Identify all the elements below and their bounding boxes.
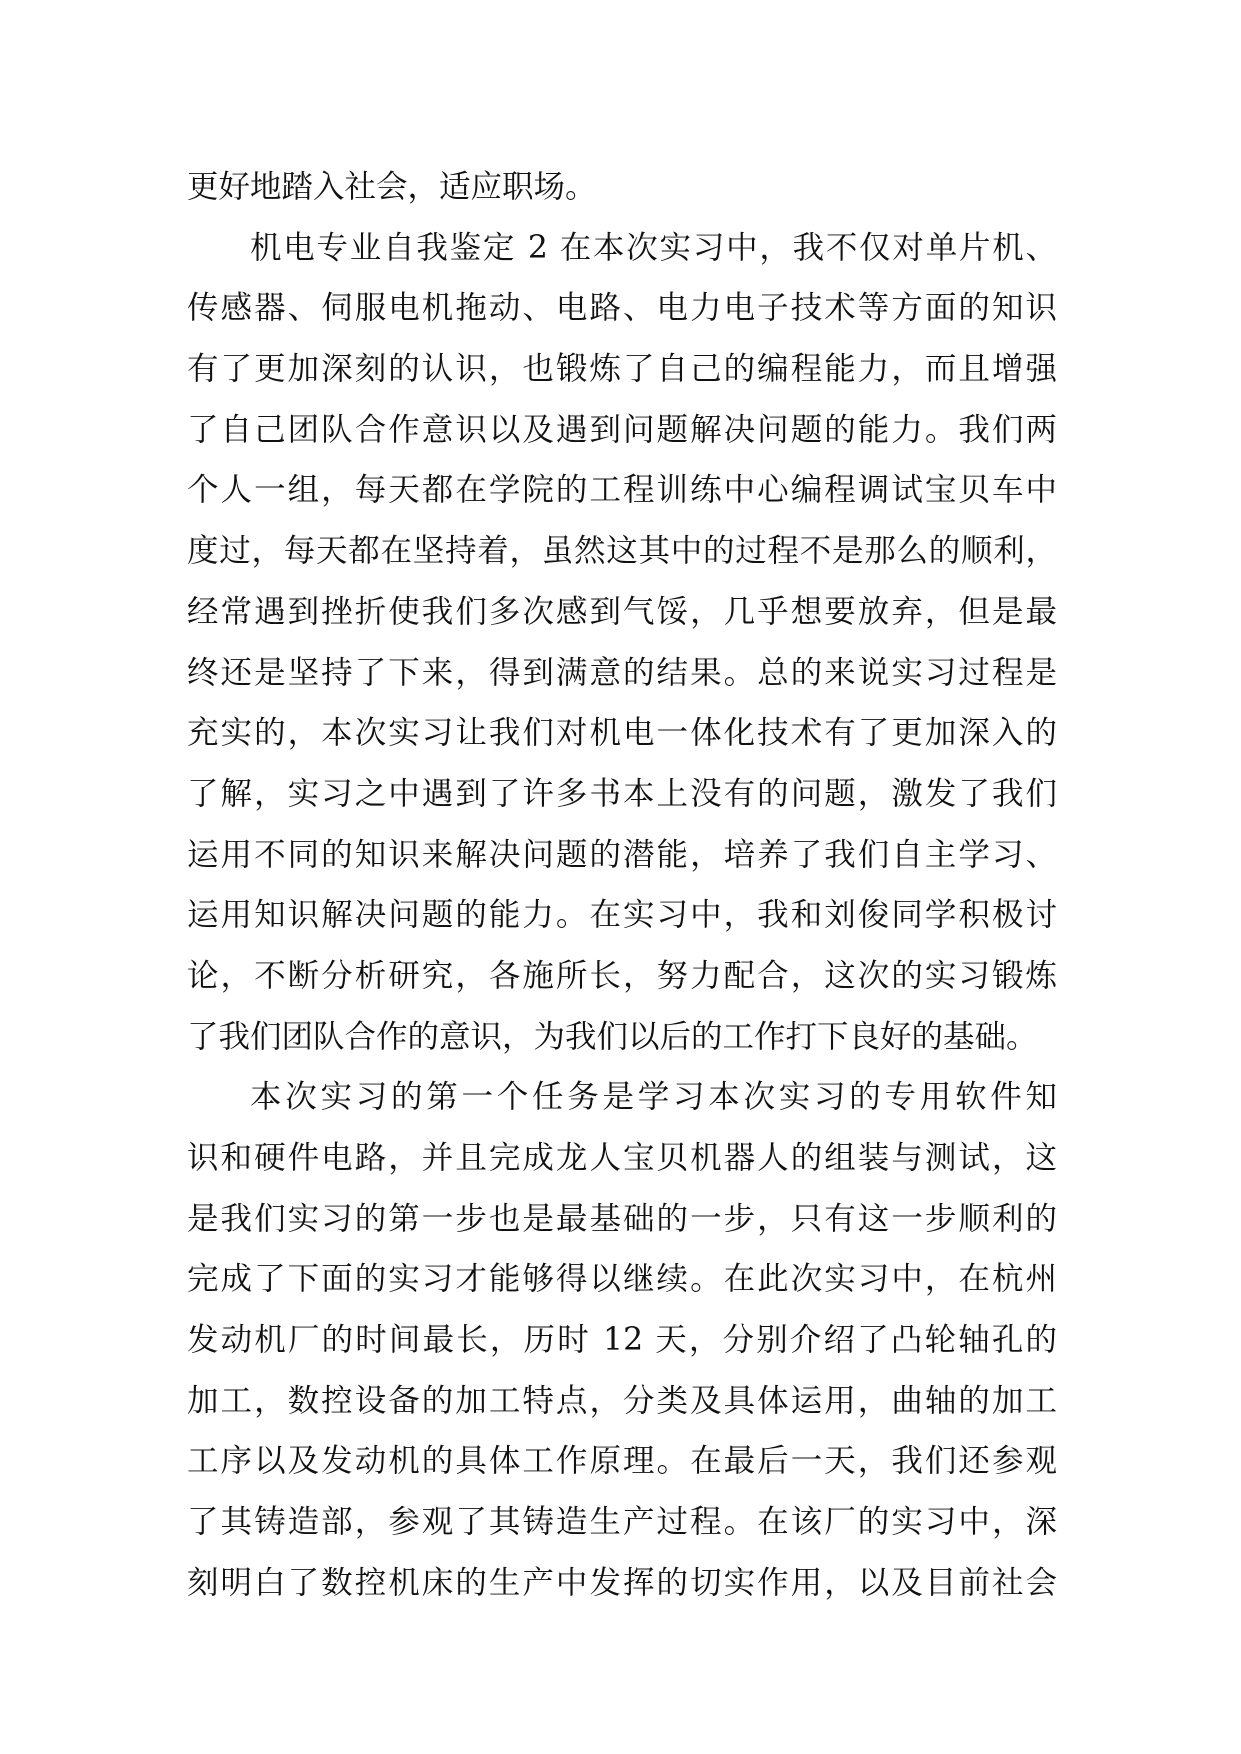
text-line: 终还是坚持了下来，得到满意的结果。总的来说实习过程是 xyxy=(187,654,1057,691)
text-line: 刻明白了数控机床的生产中发挥的切实作用，以及目前社会 xyxy=(187,1564,1057,1601)
text-line: 运用不同的知识来解决问题的潜能，培养了我们自主学习、 xyxy=(187,836,1057,873)
text-line: 发动机厂的时间最长，历时 12 天，分别介绍了凸轮轴孔的 xyxy=(187,1322,1057,1359)
text-line: 度过，每天都在坚持着，虽然这其中的过程不是那么的顺利， xyxy=(187,533,1057,570)
text-line: 识和硬件电路，并且完成龙人宝贝机器人的组装与测试，这 xyxy=(187,1140,1057,1176)
text-line: 个人一组，每天都在学院的工程训练中心编程调试宝贝车中 xyxy=(187,472,1057,509)
body-text xyxy=(187,157,1057,1614)
text-line: 了自己团队合作意识以及遇到问题解决问题的能力。我们两 xyxy=(187,411,1057,448)
text-line: 机电专业自我鉴定 2 在本次实习中，我不仅对单片机、 xyxy=(250,229,1057,266)
text-line: 完成了下面的实习才能够得以继续。在此次实习中，在杭州 xyxy=(187,1261,1057,1298)
text-line: 传感器、伺服电机拖动、电路、电力电子技术等方面的知识 xyxy=(187,290,1057,327)
text-line: 了其铸造部，参观了其铸造生产过程。在该厂的实习中，深 xyxy=(187,1504,1057,1541)
text-line: 更好地踏入社会，适应职场。 xyxy=(187,169,597,205)
text-line: 运用知识解决问题的能力。在实习中，我和刘俊同学积极讨 xyxy=(187,897,1057,934)
text-line: 是我们实习的第一步也是最基础的一步，只有这一步顺利的 xyxy=(187,1200,1057,1237)
text-line: 经常遇到挫折使我们多次感到气馁，几乎想要放弃，但是最 xyxy=(187,593,1057,630)
text-line: 工序以及发动机的具体工作原理。在最后一天，我们还参观 xyxy=(187,1443,1057,1480)
text-line: 本次实习的第一个任务是学习本次实习的专用软件知 xyxy=(250,1079,1057,1116)
text-line: 充实的，本次实习让我们对机电一体化技术有了更加深入的 xyxy=(187,715,1057,752)
text-line: 了我们团队合作的意识，为我们以后的工作打下良好的基础。 xyxy=(187,1018,1038,1055)
text-line: 了解，实习之中遇到了许多书本上没有的问题，激发了我们 xyxy=(187,775,1057,812)
text-line: 有了更加深刻的认识，也锻炼了自己的编程能力，而且增强 xyxy=(187,351,1057,388)
text-line: 论，不断分析研究，各施所长，努力配合，这次的实习锻炼 xyxy=(187,957,1057,994)
text-line: 加工，数控设备的加工特点，分类及具体运用，曲轴的加工 xyxy=(187,1382,1057,1419)
